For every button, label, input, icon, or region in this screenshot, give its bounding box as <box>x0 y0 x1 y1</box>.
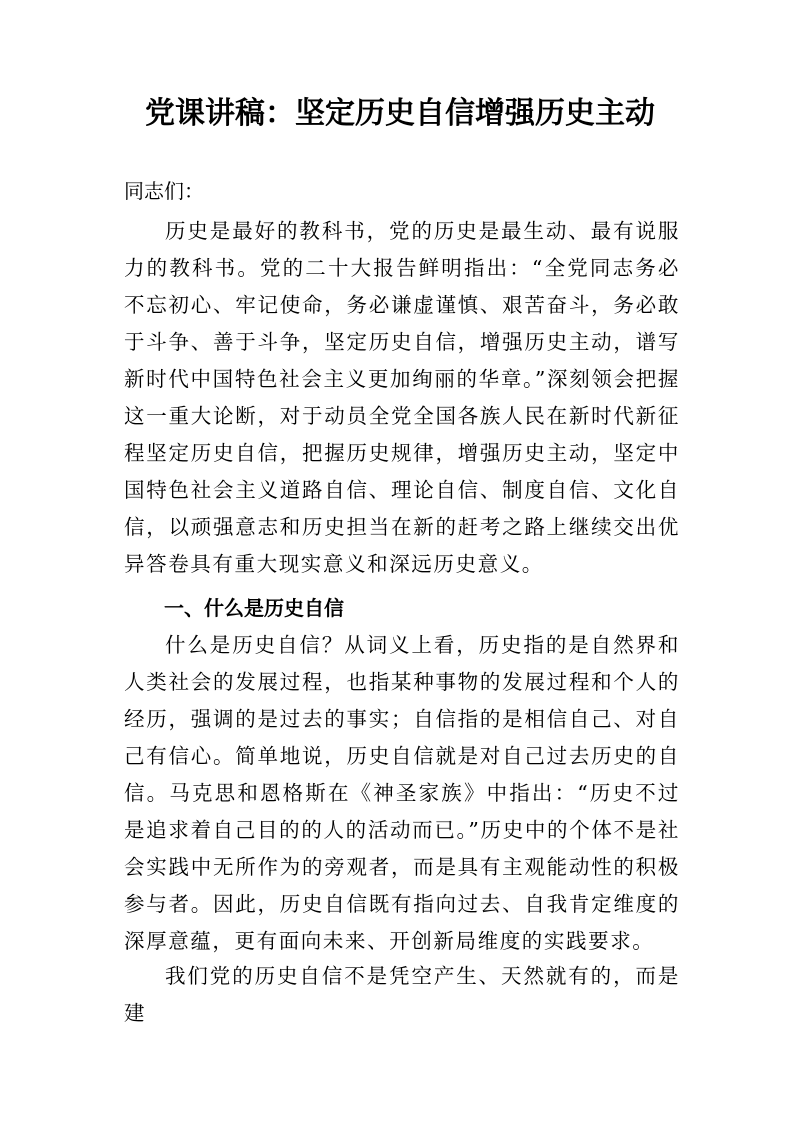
section-heading: 一、什么是历史自信 <box>164 596 344 620</box>
paragraph-continuation: 我们党的历史自信不是凭空产生、天然就有的，而是建 <box>124 964 680 1025</box>
greeting: 同志们： <box>124 179 204 203</box>
document-title: 党课讲稿：坚定历史自信增强历史主动 <box>145 96 655 131</box>
paragraph-definition: 什么是历史自信？从词义上看，历史指的是自然界和人类社会的发展过程，也指某种事物的发展过程和个人的经历，强调的是过去的事实；自信指的是相信自己、对自己有信心。简单地说，历史自信就是对自己过去历史的自信。马克思和恩格斯在《神圣家族》中指出：“历史不过是追求着自己目的的人的活动而已。”历史中的个体不是社会实践中无所作为的旁观者，而是具有主观能动性的积极参与者。因此，历史自信既有指向过去、自我肯定维度的深厚意蕴，更有面向未来、开创新局维度的实践要求。 <box>124 633 680 953</box>
paragraph-intro: 历史是最好的教科书，党的历史是最生动、最有说服力的教科书。党的二十大报告鲜明指出：“全党同志务必不忘初心、牢记使命，务必谦虚谨慎、艰苦奋斗，务必敢于斗争、善于斗争，坚定历史自信，增强历史主动，谱写新时代中国特色社会主义更加绚丽的华章。”深刻领会把握这一重大论断，对于动员全党全国各族人民在新时代新征程坚定历史自信，把握历史规律，增强历史主动，坚定中国特色社会主义道路自信、理论自信、制度自信、文化自信，以顽强意志和历史担当在新的赶考之路上继续交出优异答卷具有重大现实意义和深远历史意义。 <box>124 219 680 576</box>
